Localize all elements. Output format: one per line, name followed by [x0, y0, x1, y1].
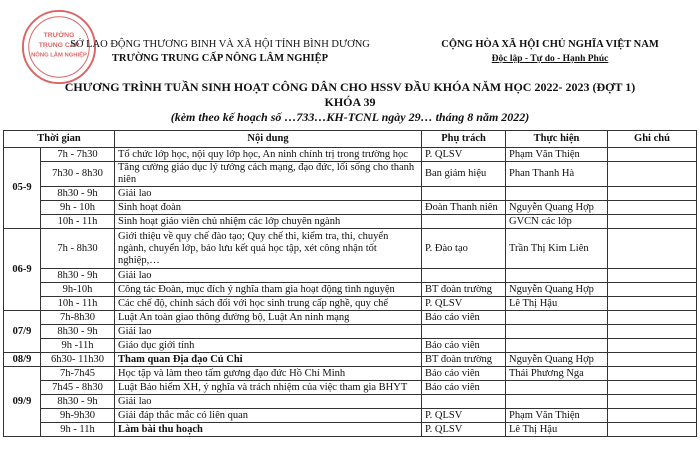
- activity-content: Học tập và làm theo tấm gương đạo đức Hồ Chí Minh: [115, 367, 422, 381]
- executor: GVCN các lớp: [506, 215, 608, 229]
- note: [608, 409, 697, 423]
- table-row: [4, 339, 697, 353]
- svg-text:NÔNG LÂM NGHIỆP: NÔNG LÂM NGHIỆP: [31, 52, 87, 59]
- in-charge: Báo cáo viên: [422, 381, 506, 395]
- table-header-row: [4, 131, 697, 148]
- activity-content: Giải lao: [115, 395, 422, 409]
- in-charge: Báo cáo viên: [422, 339, 506, 353]
- time-slot: 9h-9h30: [41, 409, 115, 423]
- national-motto: Độc lập - Tự do - Hạnh Phúc: [491, 54, 609, 64]
- header-notes: Ghi chú: [608, 131, 697, 148]
- activity-content: Tham quan Địa đạo Củ Chi: [115, 353, 422, 367]
- executor: Trần Thị Kim Liên: [506, 229, 608, 269]
- note: [608, 381, 697, 395]
- note: [608, 283, 697, 297]
- table-row: [4, 409, 697, 423]
- table-row: [4, 423, 697, 437]
- course-label: KHÓA 39: [324, 95, 376, 109]
- activity-content: Giải lao: [115, 187, 422, 201]
- activity-content: Luật An toàn giao thông đường bộ, Luật An ninh mạng: [115, 311, 422, 325]
- time-slot: 6h30- 11h30: [41, 353, 115, 367]
- in-charge: P. QLSV: [422, 297, 506, 311]
- table-row: [4, 162, 697, 187]
- header-executor: Thực hiện: [506, 131, 608, 148]
- activity-content: Tổ chức lớp học, nội quy lớp học, An ninh chính trị trong trường học: [115, 148, 422, 162]
- svg-text:TRUNG CẤP: TRUNG CẤP: [38, 41, 80, 49]
- in-charge: P. QLSV: [422, 423, 506, 437]
- executor: Lê Thị Hậu: [506, 297, 608, 311]
- nation-name: CỘNG HÒA XÃ HỘI CHỦ NGHĨA VIỆT NAM: [441, 39, 659, 50]
- in-charge: [422, 215, 506, 229]
- executor: Nguyễn Quang Hợp: [506, 353, 608, 367]
- table-row: [4, 187, 697, 201]
- note: [608, 229, 697, 269]
- in-charge: BT đoàn trường: [422, 283, 506, 297]
- table-row: [4, 367, 697, 381]
- activity-content: Giải đáp thắc mắc có liên quan: [115, 409, 422, 423]
- time-slot: 8h30 - 9h: [41, 325, 115, 339]
- executor: Phan Thanh Hà: [506, 162, 608, 187]
- time-slot: 9h -11h: [41, 339, 115, 353]
- executor: Nguyễn Quang Hợp: [506, 283, 608, 297]
- header-in-charge: Phụ trách: [422, 131, 506, 148]
- time-slot: 7h - 7h30: [41, 148, 115, 162]
- time-slot: 7h30 - 8h30: [41, 162, 115, 187]
- table-row: [4, 215, 697, 229]
- day-date: 07/9: [4, 311, 41, 353]
- time-slot: 7h-8h30: [41, 311, 115, 325]
- table-row: [4, 311, 697, 325]
- table-row: [4, 353, 697, 367]
- activity-content: Công tác Đoàn, mục đích ý nghĩa tham gia hoạt động tình nguyện: [115, 283, 422, 297]
- activity-content: Sinh hoạt giáo viên chủ nhiệm các lớp chuyên ngành: [115, 215, 422, 229]
- executor: Thái Phương Nga: [506, 367, 608, 381]
- table-row: [4, 297, 697, 311]
- header-content: Nội dung: [115, 131, 422, 148]
- activity-content: Giải lao: [115, 325, 422, 339]
- school-name: TRƯỜNG TRUNG CẤP NÔNG LÂM NGHIỆP: [111, 53, 329, 64]
- in-charge: BT đoàn trường: [422, 353, 506, 367]
- schedule-body: [4, 148, 697, 437]
- time-slot: 8h30 - 9h: [41, 187, 115, 201]
- time-slot: 10h - 11h: [41, 215, 115, 229]
- executor: [506, 339, 608, 353]
- activity-content: Các chế độ, chính sách đối với học sinh trung cấp nghề, quy chế: [115, 297, 422, 311]
- time-slot: 7h45 - 8h30: [41, 381, 115, 395]
- in-charge: P. QLSV: [422, 148, 506, 162]
- time-slot: 10h - 11h: [41, 297, 115, 311]
- time-slot: 7h-7h45: [41, 367, 115, 381]
- executor: [506, 269, 608, 283]
- table-row: [4, 269, 697, 283]
- in-charge: [422, 325, 506, 339]
- national-header: [410, 38, 690, 66]
- table-row: [4, 229, 697, 269]
- activity-content: Giới thiệu về quy chế đào tạo; Quy chế thi, kiểm tra, thi, chuyển ngành, chuyển lớp, bảo lưu kết quả học tập, xét công nhận tốt nghiệp,…: [115, 229, 422, 269]
- note: [608, 201, 697, 215]
- program-title: CHƯƠNG TRÌNH TUẦN SINH HOẠT CÔNG DÂN CHO HSSV ĐẦU KHÓA NĂM HỌC 2022- 2023 (ĐỢT 1): [64, 80, 636, 94]
- executor: Lê Thị Hậu: [506, 423, 608, 437]
- note: [608, 367, 697, 381]
- header-time: Thời gian: [4, 131, 115, 148]
- executor: [506, 311, 608, 325]
- time-slot: 8h30 - 9h: [41, 269, 115, 283]
- time-slot: 7h - 8h30: [41, 229, 115, 269]
- note: [608, 311, 697, 325]
- executor: [506, 381, 608, 395]
- table-row: [4, 325, 697, 339]
- activity-content: Giải lao: [115, 269, 422, 283]
- executor: [506, 187, 608, 201]
- note: [608, 269, 697, 283]
- activity-content: Tăng cường giáo dục lý tưởng cách mạng, đạo đức, lối sống cho thanh niên: [115, 162, 422, 187]
- activity-content: Luật Bảo hiểm XH, ý nghĩa và trách nhiệm của việc tham gia BHYT: [115, 381, 422, 395]
- in-charge: Báo cáo viên: [422, 367, 506, 381]
- issuing-organization: [70, 38, 370, 66]
- executor: Phạm Văn Thiện: [506, 409, 608, 423]
- in-charge: [422, 395, 506, 409]
- time-slot: 9h - 10h: [41, 201, 115, 215]
- in-charge: [422, 187, 506, 201]
- day-date: 09/9: [4, 367, 41, 437]
- day-date: 05-9: [4, 148, 41, 229]
- note: [608, 395, 697, 409]
- executor: [506, 325, 608, 339]
- note: [608, 297, 697, 311]
- executor: Phạm Văn Thiện: [506, 148, 608, 162]
- note: [608, 148, 697, 162]
- in-charge: P. QLSV: [422, 409, 506, 423]
- activity-content: Giáo dục giới tính: [115, 339, 422, 353]
- time-slot: 8h30 - 9h: [41, 395, 115, 409]
- parent-department: SỞ LAO ĐỘNG THƯƠNG BINH VÀ XÃ HỘI TỈNH BÌNH DƯƠNG: [70, 39, 370, 50]
- in-charge: Ban giám hiệu: [422, 162, 506, 187]
- note: [608, 215, 697, 229]
- day-date: 06-9: [4, 229, 41, 311]
- in-charge: [422, 269, 506, 283]
- time-slot: 9h - 11h: [41, 423, 115, 437]
- table-row: [4, 381, 697, 395]
- table-row: [4, 201, 697, 215]
- table-row: [4, 283, 697, 297]
- note: [608, 423, 697, 437]
- note: [608, 339, 697, 353]
- plan-reference: (kèm theo kế hoạch số …733…KH-TCNL ngày 29… tháng 8 năm 2022): [170, 110, 530, 124]
- table-row: [4, 395, 697, 409]
- time-slot: 9h-10h: [41, 283, 115, 297]
- document-title: [0, 80, 700, 125]
- day-date: 08/9: [4, 353, 41, 367]
- note: [608, 325, 697, 339]
- executor: Nguyễn Quang Hợp: [506, 201, 608, 215]
- in-charge: Đoàn Thanh niên: [422, 201, 506, 215]
- note: [608, 353, 697, 367]
- activity-content: Sinh hoạt đoàn: [115, 201, 422, 215]
- activity-content: Làm bài thu hoạch: [115, 423, 422, 437]
- table-row: [4, 148, 697, 162]
- executor: [506, 395, 608, 409]
- svg-text:TRƯỜNG: TRƯỜNG: [43, 32, 75, 40]
- note: [608, 187, 697, 201]
- in-charge: P. Đào tạo: [422, 229, 506, 269]
- schedule-table: [3, 130, 697, 437]
- in-charge: Báo cáo viên: [422, 311, 506, 325]
- note: [608, 162, 697, 187]
